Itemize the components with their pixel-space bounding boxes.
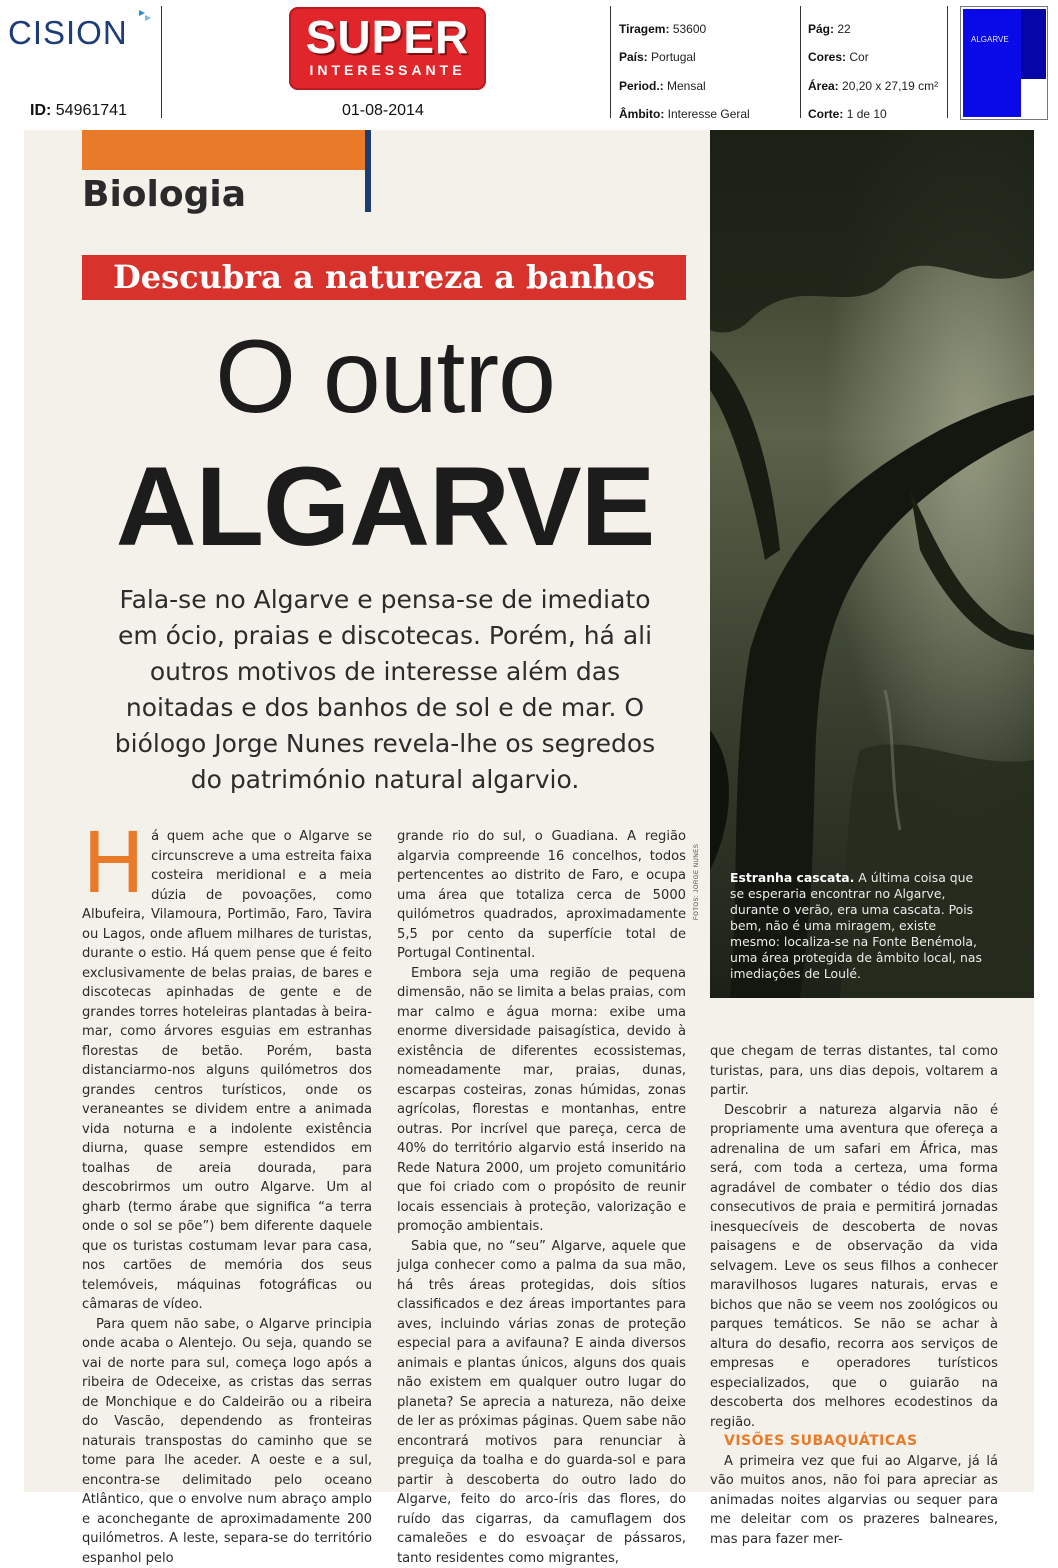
magazine-page <box>24 130 1034 1492</box>
section-color-bar <box>82 130 365 170</box>
meta-label: Period.: <box>619 79 664 93</box>
article-paragraph <box>82 827 372 1315</box>
meta-label: País: <box>619 50 648 64</box>
meta-period <box>619 79 706 93</box>
article-column-2 <box>397 827 686 1477</box>
meta-pag <box>808 22 851 36</box>
cision-logo-text: CISION <box>8 14 128 52</box>
thumbnail-image <box>963 9 1021 117</box>
photo-caption <box>730 870 990 982</box>
article-subhead: VISÕES SUBAQUÁTICAS <box>710 1432 998 1452</box>
article-paragraph: grande rio do sul, o Guadiana. A região algarvia compreende 16 concelhos, todos pertencentes ao distrito de Faro, e ocupa uma área que totaliza cerca de 5000 quilómetros quadrados, aproximadamente 5,5 por cento da superfície total de Portugal Continental. <box>397 827 686 964</box>
caption-title: Estranha cascata. <box>730 870 854 885</box>
meta-label: Área: <box>808 79 839 93</box>
article-paragraph: Descobrir a natureza algarvia não é propriamente uma aventura que ofereça a adrenalina de um safari em África, mas será, com toda a certeza, uma forma agradável de combater o tédio dos dias consecutivos de praia e permitirá jornadas inesquecíveis de descoberta de novas paisagens e de observação da vida selvagem. Leve os seus filhos a conhecer maravilhosos lugares naturais, ervas e bichos que não se veem nos zoológicos ou parques temáticos. Se não se achar à altura do desafio, recorra aos serviços de empresas e operadores turísticos especializados, que o guiarão na descoberta dos melhores ecodestinos da região. <box>710 1101 998 1433</box>
logo-super-text: SUPER <box>289 12 486 62</box>
meta-label: Pág: <box>808 22 834 36</box>
meta-value: Portugal <box>651 50 696 64</box>
meta-label: Âmbito: <box>619 107 664 121</box>
article-kicker: Descubra a natureza a banhos <box>82 255 686 300</box>
waterfall-photo <box>710 130 1034 998</box>
article-paragraph: A primeira vez que fui ao Algarve, já lá vão muitos anos, não foi para apreciar as animadas noites algarvias ou sequer para me deleitar com os prazeres balneares, mas para fazer mer- <box>710 1452 998 1550</box>
meta-pais <box>619 50 696 64</box>
meta-value: Interesse Geral <box>668 107 750 121</box>
meta-value: Cor <box>849 50 868 64</box>
photo-credit: FOTOS: JORGE NUNES <box>694 840 700 920</box>
caption-text: A última coisa que se esperaria encontrar no Algarve, durante o verão, era uma cascata. Pois bem, não é uma miragem, existe mesmo: localiza-se na Fonte Benémola, uma área protegida de âmbito local, nas imediações de Loulé. <box>730 870 982 981</box>
paragraph-text: á quem ache que o Algarve se circunscreve a uma estreita faixa costeira meridional e a meia dúzia de povoações, como Albufeira, Vilamoura, Portimão, Faro, Tavira ou Lagos, onde afluem milhares de turistas, durante o estio. Há quem pense que é feito exclusivamente de belas praias, de bares e discotecas apinhadas de gente e de grandes torres hoteleiras plantadas à beira-mar, como árvores esguias em estranhas florestas de betão. Porém, basta distanciarmo-nos alguns quilómetros dos grandes centros turísticos, onde os veraneantes se dividem entre a animada vida noturna e a indolente existência diurna, quase sempre estendidos em toalhas de areia dourada, para descobrirmos um outro Algarve. Um al gharb (termo árabe que significa “a terra onde o sol se põe”) bem diferente daquele que os turistas costumam levar para casa, nos cartões de memória dos seus telemóveis, máquinas fotográficas ou câmaras de vídeo. <box>82 829 372 1312</box>
meta-label: Cores: <box>808 50 846 64</box>
thumbnail-image <box>1021 9 1046 79</box>
meta-value: 1 de 10 <box>847 107 887 121</box>
article-column-3 <box>710 1042 998 1477</box>
meta-value: 22 <box>837 22 850 36</box>
article-lead: Fala-se no Algarve e pensa-se de imediato em ócio, praias e discotecas. Porém, há ali outros motivos de interesse além das noitadas e dos banhos de sol e de mar. O biólogo Jorge Nunes revela-lhe os segredos do património natural algarvio. <box>100 582 670 798</box>
page-thumbnail[interactable] <box>960 6 1048 120</box>
article-paragraph: Para quem não sabe, o Algarve principia onde acaba o Alentejo. Ou seja, quando se vai de norte para sul, começa logo após a ribeira de Odeceixe, as cristas das serras de Monchique e do Caldeirão ou a ribeira do Vascão, dependendo as fronteiras naturais transpostas do caminho que se tome para lhe aceder. A oeste e a sul, encontra-se delimitado pelo oceano Atlântico, que o envolve num abraço amplo e aconchegante de aproximadamente 200 quilómetros. A leste, separa-se do território espanhol pelo <box>82 1315 372 1568</box>
meta-ambito <box>619 107 750 121</box>
article-title-line2: ALGARVE <box>24 442 746 571</box>
meta-value: 20,20 x 27,19 cm² <box>842 79 938 93</box>
meta-cores <box>808 50 869 64</box>
meta-area <box>808 79 938 93</box>
article-title-line1: O outro <box>24 318 746 437</box>
clipping-id-label: ID: <box>30 102 51 119</box>
logo-interessante-text: INTERESSANTE <box>289 62 486 78</box>
clipping-header <box>0 0 1058 124</box>
super-interessante-logo <box>289 7 486 90</box>
drop-cap: H <box>82 827 145 899</box>
header-divider <box>947 6 948 118</box>
section-rule <box>365 130 371 212</box>
header-divider <box>800 6 801 118</box>
article-paragraph: Embora seja uma região de pequena dimensão, não se limita a belas praias, com mar calmo e água morna: exibe uma enorme diversidade paisagística, devido à existência de diferentes ecossistemas, nomeadamente mar, praias, dunas, escarpas costeiras, zonas húmidas, zonas agrícolas, florestas e montanhas, entre outras. Por incrível que pareça, cerca de 40% do território algarvio está inserido na Rede Natura 2000, um projeto comunitário que foi criado com o propósito de reunir locais essenciais à proteção, valorização e promoção ambientais. <box>397 964 686 1237</box>
article-paragraph: que chegam de terras distantes, tal como turistas, para, uns dias depois, voltarem a partir. <box>710 1042 998 1101</box>
meta-value: 53600 <box>673 22 706 36</box>
clipping-id-value: 54961741 <box>56 102 127 119</box>
meta-tiragem <box>619 22 706 36</box>
clipping-id <box>30 102 127 120</box>
cision-logo-icon <box>137 9 153 25</box>
article-paragraph: Sabia que, no “seu” Algarve, aquele que julga conhecer como a palma da sua mão, há três áreas protegidas, dois sítios classificados e dez áreas importantes para aves, incluindo várias zonas de proteção especial para a avifauna? E ainda diversos animais e plantas únicos, alguns dos quais não existem em qualquer outro lugar do planeta? Se aprecia a natureza, não deixe de ler as próximas páginas. Quem sabe não encontrará motivos para renunciar à preguiça da toalha e do guarda-sol e para partir à descoberta do outro lado do Algarve, feito do arco-íris das flores, do ruído das cigarras, da camuflagem dos camaleões e do esvoaçar de pássaros, tanto residentes como migrantes, <box>397 1237 686 1568</box>
photo-illustration <box>710 130 1034 998</box>
thumbnail-label: ALGARVE <box>971 35 1009 44</box>
section-title: Biologia <box>82 174 246 215</box>
clipping-date: 01-08-2014 <box>342 102 424 120</box>
header-divider <box>610 6 611 118</box>
header-divider <box>161 6 162 118</box>
meta-value: Mensal <box>667 79 706 93</box>
meta-label: Corte: <box>808 107 843 121</box>
article-column-1 <box>82 827 372 1477</box>
meta-label: Tiragem: <box>619 22 669 36</box>
meta-corte <box>808 107 887 121</box>
